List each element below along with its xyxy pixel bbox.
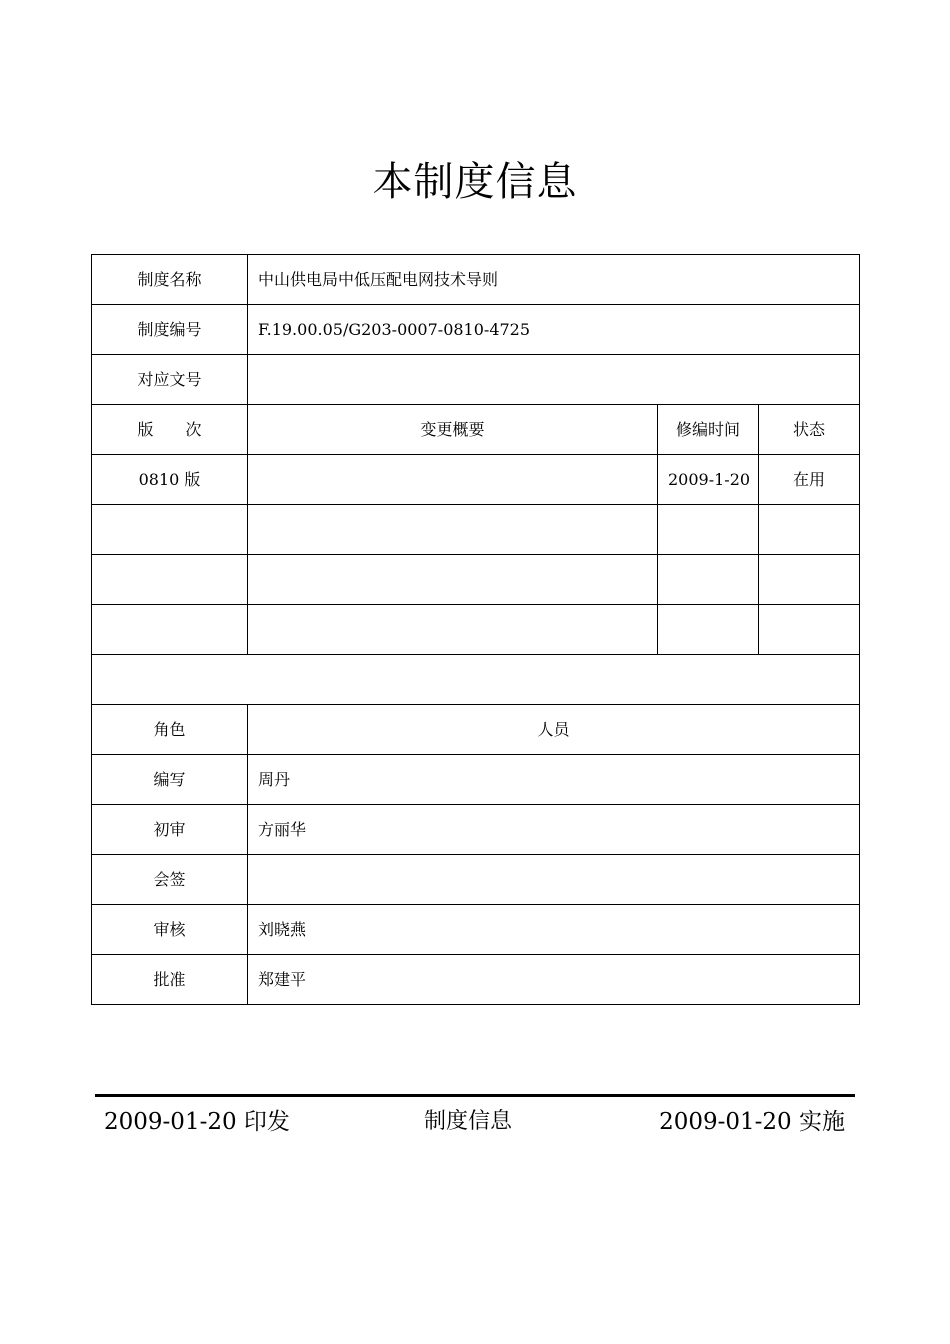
role-cell: 编写 [92, 755, 248, 805]
version-row [92, 455, 860, 505]
person-header: 人员 [248, 705, 860, 755]
status-header: 状态 [759, 405, 860, 455]
footer-title: 制度信息 [423, 1109, 512, 1134]
summary-cell [248, 455, 658, 505]
version-row [92, 605, 860, 655]
footer-divider [95, 1094, 855, 1097]
role-header-row [92, 705, 860, 755]
version-row [92, 555, 860, 605]
version-header-row [92, 405, 860, 455]
summary-header: 变更概要 [248, 405, 658, 455]
page-title: 本制度信息 [372, 159, 578, 205]
number-label: 制度编号 [92, 305, 248, 355]
summary-cell [248, 605, 658, 655]
status-cell [759, 605, 860, 655]
spacer-row [92, 655, 860, 705]
date-cell [658, 605, 759, 655]
version-cell [92, 605, 248, 655]
status-cell [759, 505, 860, 555]
name-row [92, 255, 860, 305]
version-header: 版 次 [92, 405, 248, 455]
role-cell: 会签 [92, 855, 248, 905]
date-header: 修编时间 [658, 405, 759, 455]
version-cell [92, 555, 248, 605]
number-value: F.19.00.05/G203-0007-0810-4725 [248, 305, 860, 355]
role-header: 角色 [92, 705, 248, 755]
date-cell: 2009-1-20 [658, 455, 759, 505]
doc-row [92, 355, 860, 405]
person-cell: 刘晓燕 [248, 905, 860, 955]
doc-value [248, 355, 860, 405]
spacer-cell [92, 655, 860, 705]
role-row [92, 855, 860, 905]
person-cell: 郑建平 [248, 955, 860, 1005]
summary-cell [248, 505, 658, 555]
version-cell: 0810 版 [92, 455, 248, 505]
role-cell: 初审 [92, 805, 248, 855]
person-cell [248, 855, 860, 905]
role-row [92, 755, 860, 805]
role-row [92, 905, 860, 955]
doc-label: 对应文号 [92, 355, 248, 405]
version-row [92, 505, 860, 555]
status-cell: 在用 [759, 455, 860, 505]
version-cell [92, 505, 248, 555]
footer-effective-date: 2009-01-20 实施 [659, 1109, 845, 1135]
footer-issue-date: 2009-01-20 印发 [104, 1109, 290, 1135]
date-cell [658, 505, 759, 555]
name-value: 中山供电局中低压配电网技术导则 [248, 255, 860, 305]
role-row [92, 805, 860, 855]
role-cell: 审核 [92, 905, 248, 955]
role-cell: 批准 [92, 955, 248, 1005]
date-cell [658, 555, 759, 605]
person-cell: 周丹 [248, 755, 860, 805]
person-cell: 方丽华 [248, 805, 860, 855]
name-label: 制度名称 [92, 255, 248, 305]
summary-cell [248, 555, 658, 605]
number-row [92, 305, 860, 355]
info-table [91, 254, 860, 1005]
role-row [92, 955, 860, 1005]
status-cell [759, 555, 860, 605]
